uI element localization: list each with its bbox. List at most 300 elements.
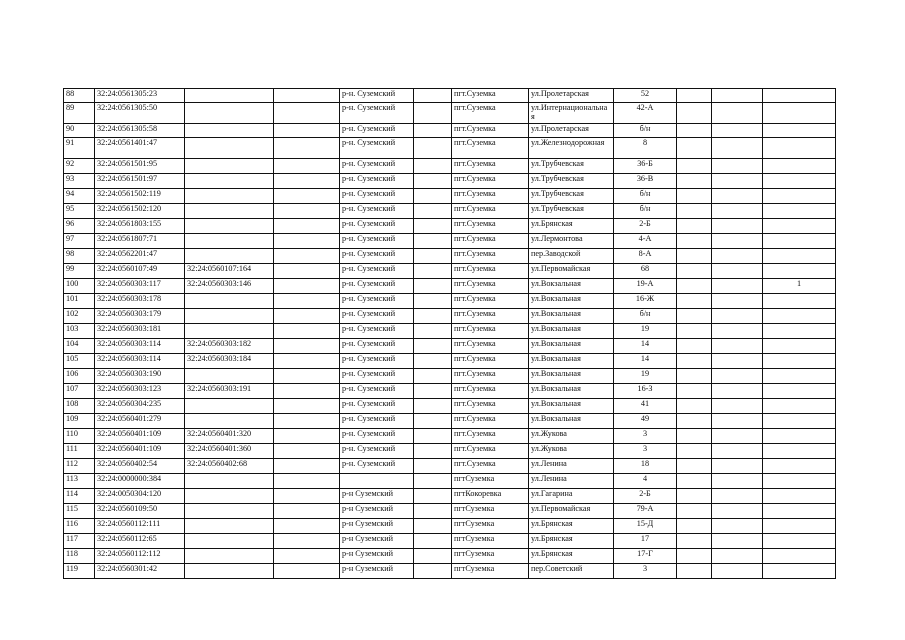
district-cell: р-н. Суземский [340,294,414,309]
empty-cell [414,264,452,279]
row-number: 111 [64,444,95,459]
table-row [64,339,836,354]
empty-cell [677,519,712,534]
cadastral-number: 32:24:0561501:95 [95,159,185,174]
extra-value-cell [763,564,836,579]
house-number-cell: 79-А [614,504,677,519]
linked-cadastral-number [185,564,274,579]
linked-cadastral-number [185,519,274,534]
street-cell: ул.Вокзальная [529,369,614,384]
cadastral-number: 32:24:0561803:155 [95,219,185,234]
settlement-cell: пгт.Суземка [452,354,529,369]
linked-cadastral-number [185,534,274,549]
extra-value-cell [763,429,836,444]
district-cell: р-н. Суземский [340,189,414,204]
settlement-cell: пгт.Суземка [452,429,529,444]
extra-value-cell [763,234,836,249]
linked-cadastral-number [185,159,274,174]
district-cell: р-н Суземский [340,564,414,579]
table-row [64,159,836,174]
extra-value-cell [763,89,836,103]
cadastral-number: 32:24:0560402:54 [95,459,185,474]
empty-cell [677,249,712,264]
cadastral-number: 32:24:0561305:58 [95,124,185,138]
street-cell: ул.Ленина [529,459,614,474]
extra-value-cell [763,474,836,489]
extra-value-cell [763,294,836,309]
settlement-cell: пгт.Суземка [452,309,529,324]
empty-cell [414,519,452,534]
empty-cell [712,89,763,103]
house-number-cell: 4 [614,474,677,489]
district-cell: р-н. Суземский [340,339,414,354]
row-number: 100 [64,279,95,294]
house-number-cell: б/н [614,309,677,324]
district-cell [340,474,414,489]
house-number-cell: 42-А [614,103,677,124]
table-row [64,429,836,444]
table-row [64,399,836,414]
linked-cadastral-number: 32:24:0560401:360 [185,444,274,459]
extra-value-cell [763,339,836,354]
empty-cell [414,429,452,444]
linked-cadastral-number [185,234,274,249]
extra-value-cell [763,219,836,234]
row-number: 99 [64,264,95,279]
empty-cell [414,103,452,124]
house-number-cell: 15-Д [614,519,677,534]
house-number-cell: 8 [614,138,677,159]
empty-cell [677,369,712,384]
row-number: 107 [64,384,95,399]
house-number-cell: 2-Б [614,219,677,234]
house-number-cell: 16-Ж [614,294,677,309]
district-cell: р-н. Суземский [340,309,414,324]
street-cell: ул.Вокзальная [529,384,614,399]
cadastral-number: 32:24:0561501:97 [95,174,185,189]
linked-cadastral-number [185,249,274,264]
street-cell: ул.Гагарина [529,489,614,504]
street-cell: ул.Трубчевская [529,204,614,219]
empty-cell [274,249,340,264]
row-number: 88 [64,89,95,103]
row-number: 116 [64,519,95,534]
empty-cell [414,234,452,249]
empty-cell [677,234,712,249]
empty-cell [677,279,712,294]
empty-cell [677,264,712,279]
cadastral-number: 32:24:0560109:50 [95,504,185,519]
district-cell: р-н Суземский [340,534,414,549]
row-number: 103 [64,324,95,339]
cadastral-number: 32:24:0560303:178 [95,294,185,309]
house-number-cell: 8-А [614,249,677,264]
empty-cell [274,234,340,249]
settlement-cell: пгт.Суземка [452,89,529,103]
row-number: 95 [64,204,95,219]
extra-value-cell [763,124,836,138]
empty-cell [677,354,712,369]
empty-cell [677,339,712,354]
cadastral-number: 32:24:0560401:109 [95,429,185,444]
street-cell: ул.Вокзальная [529,309,614,324]
house-number-cell: 18 [614,459,677,474]
empty-cell [712,429,763,444]
house-number-cell: 17-Г [614,549,677,564]
extra-value-cell [763,399,836,414]
settlement-cell: пгтКокоревка [452,489,529,504]
empty-cell [414,489,452,504]
extra-value-cell [763,264,836,279]
extra-value-cell: 1 [763,279,836,294]
linked-cadastral-number [185,369,274,384]
row-number: 94 [64,189,95,204]
street-cell: ул.Жукова [529,444,614,459]
empty-cell [712,234,763,249]
extra-value-cell [763,414,836,429]
empty-cell [712,369,763,384]
row-number: 119 [64,564,95,579]
settlement-cell: пгт.Суземка [452,399,529,414]
linked-cadastral-number [185,309,274,324]
empty-cell [414,219,452,234]
street-cell: ул.Брянская [529,219,614,234]
cadastral-number: 32:24:0561401:47 [95,138,185,159]
empty-cell [274,369,340,384]
empty-cell [677,204,712,219]
row-number: 112 [64,459,95,474]
cadastral-number: 32:24:0560303:181 [95,324,185,339]
settlement-cell: пгт.Суземка [452,414,529,429]
settlement-cell: пгт.Суземка [452,459,529,474]
empty-cell [712,339,763,354]
cadastral-number: 32:24:0561502:119 [95,189,185,204]
empty-cell [677,103,712,124]
extra-value-cell [763,534,836,549]
extra-value-cell [763,159,836,174]
cadastral-number: 32:24:0561305:23 [95,89,185,103]
house-number-cell: 36-Б [614,159,677,174]
district-cell: р-н. Суземский [340,103,414,124]
linked-cadastral-number: 32:24:0560402:68 [185,459,274,474]
extra-value-cell [763,309,836,324]
settlement-cell: пгт.Суземка [452,249,529,264]
table-row [64,294,836,309]
empty-cell [712,324,763,339]
settlement-cell: пгт.Суземка [452,159,529,174]
empty-cell [274,549,340,564]
street-cell: ул.Трубчевская [529,159,614,174]
empty-cell [712,279,763,294]
extra-value-cell [763,369,836,384]
district-cell: р-н. Суземский [340,234,414,249]
extra-value-cell [763,459,836,474]
row-number: 106 [64,369,95,384]
empty-cell [677,414,712,429]
empty-cell [677,309,712,324]
table-row [64,174,836,189]
house-number-cell: 36-В [614,174,677,189]
linked-cadastral-number [185,504,274,519]
district-cell: р-н. Суземский [340,89,414,103]
empty-cell [677,504,712,519]
extra-value-cell [763,504,836,519]
extra-value-cell [763,549,836,564]
street-cell: ул.Интернациональная [529,103,614,124]
linked-cadastral-number [185,138,274,159]
row-number: 109 [64,414,95,429]
cadastral-number: 32:24:0560401:279 [95,414,185,429]
registry-table-body [64,89,836,579]
district-cell: р-н. Суземский [340,414,414,429]
district-cell: р-н. Суземский [340,249,414,264]
empty-cell [712,384,763,399]
empty-cell [677,399,712,414]
empty-cell [712,489,763,504]
house-number-cell: б/н [614,124,677,138]
cadastral-number: 32:24:0560303:123 [95,384,185,399]
house-number-cell: 2-Б [614,489,677,504]
house-number-cell: б/н [614,189,677,204]
district-cell: р-н. Суземский [340,384,414,399]
street-cell: ул.Вокзальная [529,399,614,414]
row-number: 110 [64,429,95,444]
linked-cadastral-number [185,189,274,204]
cadastral-number: 32:24:0561502:120 [95,204,185,219]
row-number: 113 [64,474,95,489]
empty-cell [712,204,763,219]
cadastral-number: 32:24:0560304:235 [95,399,185,414]
house-number-cell: 16-З [614,384,677,399]
settlement-cell: пгтСуземка [452,519,529,534]
cadastral-number: 32:24:0000000:384 [95,474,185,489]
linked-cadastral-number [185,474,274,489]
table-row [64,534,836,549]
table-row [64,369,836,384]
linked-cadastral-number: 32:24:0560401:320 [185,429,274,444]
house-number-cell: 19-А [614,279,677,294]
street-cell: ул.Вокзальная [529,279,614,294]
settlement-cell: пгтСуземка [452,474,529,489]
empty-cell [712,124,763,138]
linked-cadastral-number [185,324,274,339]
empty-cell [274,204,340,219]
cadastral-number: 32:24:0560303:190 [95,369,185,384]
linked-cadastral-number [185,89,274,103]
extra-value-cell [763,138,836,159]
district-cell: р-н Суземский [340,489,414,504]
linked-cadastral-number: 32:24:0560303:184 [185,354,274,369]
table-row [64,103,836,124]
empty-cell [712,103,763,124]
empty-cell [274,138,340,159]
empty-cell [712,399,763,414]
linked-cadastral-number [185,294,274,309]
settlement-cell: пгт.Суземка [452,339,529,354]
house-number-cell: 3 [614,564,677,579]
empty-cell [677,124,712,138]
empty-cell [414,138,452,159]
linked-cadastral-number: 32:24:0560303:191 [185,384,274,399]
empty-cell [712,138,763,159]
house-number-cell: 4-А [614,234,677,249]
cadastral-number: 32:24:0560112:111 [95,519,185,534]
street-cell: ул.Вокзальная [529,414,614,429]
district-cell: р-н. Суземский [340,219,414,234]
row-number: 117 [64,534,95,549]
empty-cell [712,249,763,264]
street-cell: ул.Брянская [529,549,614,564]
settlement-cell: пгт.Суземка [452,219,529,234]
street-cell: ул.Брянская [529,534,614,549]
settlement-cell: пгт.Суземка [452,324,529,339]
registry-table [63,88,836,579]
extra-value-cell [763,384,836,399]
linked-cadastral-number [185,219,274,234]
table-row [64,279,836,294]
table-row [64,519,836,534]
street-cell: ул.Лермонтова [529,234,614,249]
table-row [64,414,836,429]
district-cell: р-н. Суземский [340,459,414,474]
empty-cell [677,159,712,174]
empty-cell [414,309,452,324]
street-cell: ул.Брянская [529,519,614,534]
cadastral-number: 32:24:0561305:50 [95,103,185,124]
row-number: 93 [64,174,95,189]
empty-cell [414,549,452,564]
table-row [64,204,836,219]
district-cell: р-н. Суземский [340,429,414,444]
empty-cell [274,89,340,103]
cadastral-number: 32:24:0560401:109 [95,444,185,459]
empty-cell [677,174,712,189]
street-cell: ул.Ленина [529,474,614,489]
settlement-cell: пгтСуземка [452,564,529,579]
row-number: 101 [64,294,95,309]
district-cell: р-н. Суземский [340,174,414,189]
empty-cell [274,474,340,489]
empty-cell [414,159,452,174]
empty-cell [414,89,452,103]
empty-cell [414,564,452,579]
empty-cell [274,174,340,189]
settlement-cell: пгт.Суземка [452,444,529,459]
empty-cell [274,264,340,279]
empty-cell [712,564,763,579]
row-number: 90 [64,124,95,138]
empty-cell [677,189,712,204]
cadastral-number: 32:24:0560303:114 [95,354,185,369]
street-cell: ул.Пролетарская [529,124,614,138]
empty-cell [677,459,712,474]
empty-cell [274,354,340,369]
table-row [64,138,836,159]
extra-value-cell [763,204,836,219]
settlement-cell: пгт.Суземка [452,138,529,159]
empty-cell [274,564,340,579]
row-number: 89 [64,103,95,124]
house-number-cell: 14 [614,354,677,369]
district-cell: р-н. Суземский [340,204,414,219]
cadastral-number: 32:24:0560301:42 [95,564,185,579]
row-number: 118 [64,549,95,564]
linked-cadastral-number [185,103,274,124]
empty-cell [414,249,452,264]
settlement-cell: пгтСуземка [452,534,529,549]
table-row [64,489,836,504]
row-number: 102 [64,309,95,324]
street-cell: ул.Вокзальная [529,294,614,309]
table-row [64,309,836,324]
empty-cell [677,444,712,459]
linked-cadastral-number [185,174,274,189]
empty-cell [677,294,712,309]
empty-cell [414,294,452,309]
empty-cell [677,549,712,564]
empty-cell [274,459,340,474]
linked-cadastral-number [185,204,274,219]
table-row [64,549,836,564]
house-number-cell: 14 [614,339,677,354]
settlement-cell: пгт.Суземка [452,103,529,124]
district-cell: р-н Суземский [340,519,414,534]
table-row [64,354,836,369]
linked-cadastral-number: 32:24:0560303:182 [185,339,274,354]
table-row [64,564,836,579]
empty-cell [414,384,452,399]
extra-value-cell [763,249,836,264]
linked-cadastral-number [185,414,274,429]
empty-cell [414,504,452,519]
house-number-cell: 17 [614,534,677,549]
street-cell: ул.Вокзальная [529,324,614,339]
extra-value-cell [763,103,836,124]
empty-cell [414,324,452,339]
district-cell: р-н. Суземский [340,279,414,294]
empty-cell [677,564,712,579]
district-cell: р-н. Суземский [340,369,414,384]
settlement-cell: пгт.Суземка [452,369,529,384]
district-cell: р-н Суземский [340,504,414,519]
settlement-cell: пгт.Суземка [452,189,529,204]
empty-cell [712,504,763,519]
empty-cell [414,369,452,384]
empty-cell [274,414,340,429]
settlement-cell: пгтСуземка [452,504,529,519]
cadastral-number: 32:24:0050304:120 [95,489,185,504]
empty-cell [414,189,452,204]
table-row [64,474,836,489]
empty-cell [274,189,340,204]
street-cell: ул.Трубчевская [529,189,614,204]
row-number: 98 [64,249,95,264]
empty-cell [677,474,712,489]
street-cell: ул.Первомайская [529,504,614,519]
house-number-cell: б/н [614,204,677,219]
settlement-cell: пгтСуземка [452,549,529,564]
settlement-cell: пгт.Суземка [452,264,529,279]
cadastral-number: 32:24:0561807:71 [95,234,185,249]
district-cell: р-н. Суземский [340,324,414,339]
empty-cell [712,309,763,324]
empty-cell [274,103,340,124]
empty-cell [414,414,452,429]
cadastral-number: 32:24:0562201:47 [95,249,185,264]
empty-cell [712,294,763,309]
empty-cell [274,324,340,339]
district-cell: р-н. Суземский [340,444,414,459]
